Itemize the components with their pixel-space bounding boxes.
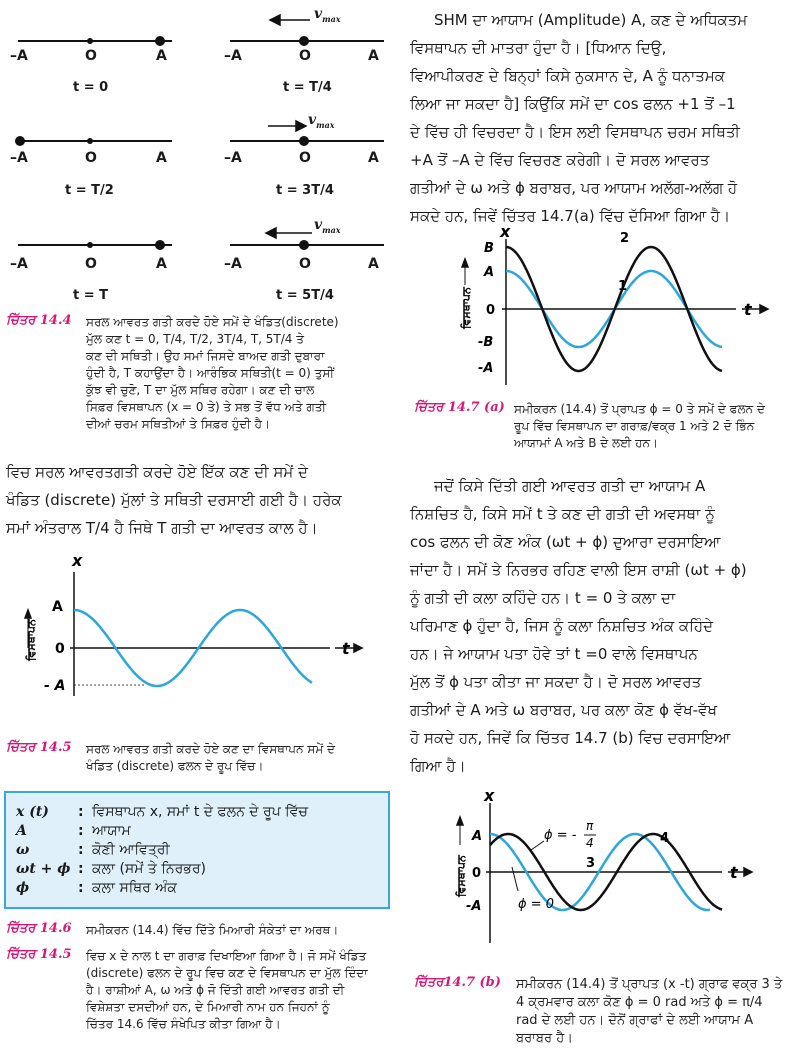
- x-axis-label: x: [500, 225, 511, 241]
- tick-0: 0: [486, 303, 496, 318]
- time-label: t = T: [73, 288, 109, 303]
- particle-dot: [15, 136, 25, 146]
- curve-label-2: 2: [620, 231, 630, 246]
- tick-neg-a: -A: [466, 899, 482, 914]
- paragraph-line: ਪਰਿਮਾਣ ϕ ਹੁੰਦਾ ਹੈ, ਜਿਸ ਨੂੰ ਕਲਾ ਨਿਸ਼ਚਿਤ ਅੰਕ ਕਹਿੰਦੇ: [410, 617, 714, 635]
- y-axis-label: ਵਿਸਥਾਪਨ: [455, 855, 468, 897]
- label-a: A: [368, 256, 379, 272]
- particle-dot: [299, 240, 309, 250]
- tick-0: 0: [55, 641, 65, 657]
- symbol-row: ωt + ϕ : ਕਲਾ (ਸਮੇਂ ਤੇ ਨਿਰਭਰ): [16, 861, 206, 877]
- paragraph-line: ਗਤੀਆਂ ਦੇ A ਅਤੇ ω ਬਰਾਬਰ, ਪਰ ਕਲਾ ਕੋਣ ϕ ਵੱਖ-ਵੱਖ: [410, 701, 717, 719]
- caption-text: [86, 948, 391, 1033]
- caption-title: ਚਿੱਤਰ14.7 (b): [414, 975, 501, 990]
- caption-line: (discrete) ਫਲਨ ਦੇ ਰੂਪ ਵਿਚ ਕਣ ਦੇ ਵਿਸਥਾਪਨ ਦਾ ਮੁੱਲ ਦਿੰਦਾ: [86, 966, 368, 980]
- paragraph-line: ਦੇ ਵਿੱਚ ਹੀ ਵਿਚਰਦਾ ਹੈ। ਇਸ ਲਈ ਵਿਸਥਾਪਨ ਚਰਮ ਸਥਿਤੀ: [410, 123, 740, 141]
- paragraph-line: ਗਿਆ ਹੈ।: [410, 757, 466, 775]
- caption-line: ਸਿਫ਼ਰ ਵਿਸਥਾਪਨ (x = 0 ਤੇ) ਤੇ ਸਭ ਤੋਂ ਵੱਧ ਅਤੇ ਗਤੀ: [86, 400, 327, 414]
- caption-line: ਹੈ। ਰਾਸ਼ੀਆਂ A, ω ਅਤੇ ϕ ਜੋ ਦਿੱਤੀ ਗਈ ਆਵਰਤ ਗਤੀ ਦੀ: [86, 983, 345, 997]
- symbol: ω: [16, 842, 30, 858]
- particle-dot: [155, 36, 165, 46]
- phi-zero-pointer: [512, 867, 518, 891]
- paragraph-line: ਖੰਡਿਤ (discrete) ਮੁੱਲਾਂ ਤੇ ਸਥਿਤੀ ਦਰਸਾਈ ਗਈ ਹੈ। ਹਰੇਕ: [6, 491, 342, 509]
- label-o: O: [299, 256, 311, 272]
- t-arrowhead-icon: [760, 305, 768, 313]
- time-label: t = T/2: [65, 183, 114, 198]
- label-a: A: [156, 150, 167, 166]
- label-neg-a: –A: [10, 48, 28, 64]
- caption-line: ਆਯਾਮਾਂ A ਅਤੇ B ਦੇ ਲਈ ਹਨ।: [514, 436, 659, 450]
- paragraph-line: ਵਿਆਪੀਕਰਣ ਦੇ ਬਿਨ੍ਹਾਂ ਕਿਸੇ ਨੁਕਸਾਨ ਦੇ, A ਨੂੰ ਧਨਾਤਮਕ: [410, 67, 725, 85]
- origin-dot: [87, 242, 93, 248]
- paragraph-line: ਲਿਆ ਜਾ ਸਕਦਾ ਹੈ] ਕਿਉਂਕਿ ਸਮੇਂ ਦਾ cos ਫਲਨ +1 ਤੋਂ –1: [410, 95, 736, 113]
- curve-label-3: 3: [586, 856, 596, 871]
- symbols-box: [4, 791, 390, 909]
- phi-zero-label: ϕ = 0: [518, 897, 555, 912]
- time-label: t = T/4: [283, 80, 332, 95]
- paragraph-line: ਮੁੱਲ ਤੋਂ ϕ ਪਤਾ ਕੀਤਾ ਜਾ ਸਕਦਾ ਹੈ। ਦੋ ਸਰਲ ਆਵਰਤ: [410, 673, 702, 691]
- paragraph-line: ਜਾਂਦਾ ਹੈ। ਸਮੇਂ ਤੇ ਨਿਰਭਰ ਰਹਿਣ ਵਾਲੀ ਇਸ ਰਾਸ਼ੀ (ωt + ϕ): [410, 561, 747, 579]
- caption-line: ਵਿਚ x ਦੇ ਨਾਲ t ਦਾ ਗਰਾਫ਼ ਦਿਖਾਇਆ ਗਿਆ ਹੈ। ਜੋ ਸਮੇਂ ਖੰਡਿਤ: [86, 949, 367, 963]
- tick-neg-a: - A: [44, 678, 66, 694]
- caption-title: ਚਿੱਤਰ 14.7 (a): [414, 400, 505, 415]
- symbol: x (t): [16, 804, 49, 820]
- caption-line: rad ਦੇ ਲਈ ਹਨ। ਦੋਨੋਂ ਗ੍ਰਾਫਾਂ ਦੇ ਲਈ ਆਯਾਮ A: [516, 1013, 754, 1028]
- caption-line: ਰੂਪ ਵਿੱਚ ਵਿਸਥਾਪਨ ਦਾ ਗਰਾਫ਼/ਵਕ੍ਰ 1 ਅਤੇ 2 ਦੋ ਭਿੰਨ: [514, 419, 755, 433]
- right-paragraph-1: [410, 6, 796, 230]
- paragraph-line: SHM ਦਾ ਆਯਾਮ (Amplitude) A, ਕਣ ਦੇ ਅਧਿਕਤਮ: [434, 11, 748, 29]
- x-axis-label: x: [484, 786, 495, 805]
- left-paragraph: [6, 458, 390, 542]
- symbol-desc: ਕੋਣੀ ਆਵਿਤ੍ਰੀ: [92, 842, 170, 858]
- label-o: O: [85, 256, 97, 272]
- fig14-5-graph: [0, 548, 400, 728]
- symbol: A: [16, 823, 27, 839]
- caption-text: [86, 314, 391, 433]
- label-o: O: [299, 48, 311, 64]
- label-neg-a: –A: [10, 256, 28, 272]
- y-axis-label: ਵਿਸਥਾਪਨ: [460, 287, 473, 329]
- particle-dot: [299, 136, 309, 146]
- caption-title: ਚਿੱਤਰ 14.5: [6, 947, 72, 962]
- caption-text: [516, 976, 798, 1048]
- right-paragraph-2: [410, 472, 796, 780]
- caption-line: ਸਮੀਕਰਨ (14.4) ਤੋਂ ਪ੍ਰਾਪਤ (x -t) ਗ੍ਰਾਫ ਵਕ੍ਰ 3 ਤੇ: [516, 977, 783, 992]
- y-axis-label: ਵਿਸਥਾਪਨ: [25, 619, 38, 661]
- label-o: O: [299, 150, 311, 166]
- caption-title: ਚਿੱਤਰ 14.4: [6, 313, 72, 328]
- fig14-4-diagram: [0, 0, 400, 305]
- label-neg-a: –A: [10, 150, 28, 166]
- time-label: t = 5T/4: [276, 288, 334, 303]
- tick-neg-a: -A: [478, 361, 494, 376]
- origin-dot: [87, 38, 93, 44]
- paragraph-line: ਵਿਸਥਾਪਨ ਦੀ ਮਾਤਰਾ ਹੁੰਦਾ ਹੈ। [ਧਿਆਨ ਦਿਉ,: [410, 39, 667, 57]
- t-axis-label: t: [744, 300, 752, 319]
- tick-a: A: [484, 265, 495, 280]
- caption-line: ਕਣ ਦੀ ਸਥਿਤੀ। ਉਹ ਸਮਾਂ ਜਿਸਦੇ ਬਾਅਦ ਗਤੀ ਦੁਬਾਰਾ: [86, 349, 325, 363]
- particle-dot: [299, 36, 309, 46]
- caption-text: [514, 401, 798, 452]
- caption-line: ਮੁੱਲ ਕਣ t = 0, T/4, T/2, 3T/4, T, 5T/4 ਤੇ: [86, 332, 304, 346]
- vmax-label: $v_{max}$: [314, 6, 341, 24]
- tick-b: B: [484, 241, 494, 256]
- symbol-desc: ਕਲਾ ਸਥਿਰ ਅੰਕ: [92, 880, 177, 896]
- paragraph-line: ਸਕਦੇ ਹਨ, ਜਿਵੇਂ ਚਿੱਤਰ 14.7(a) ਵਿੱਚ ਦੱਸਿਆ ਗਿਆ ਹੈ।: [410, 207, 731, 225]
- caption-title: ਚਿੱਤਰ 14.6: [6, 921, 72, 936]
- caption-line: ਬਰਾਬਰ ਹੈ।: [516, 1031, 573, 1046]
- symbol-desc: ਕਲਾ (ਸਮੇਂ ਤੇ ਨਿਰਭਰ): [92, 861, 206, 877]
- paragraph-line: ਨਿਸ਼ਚਿਤ ਹੈ, ਕਿਸੇ ਸਮੇਂ t ਤੇ ਕਣ ਦੀ ਗਤੀ ਦੀ ਅਵਸਥਾ ਨੂੰ: [410, 505, 715, 523]
- fig14-7a-graph: [410, 225, 800, 395]
- curve-label-4: 4: [660, 831, 670, 846]
- phi-neg-pointer: [531, 841, 544, 850]
- paragraph-line: ਹਨ। ਜੇ ਆਯਾਮ ਪਤਾ ਹੋਵੇ ਤਾਂ t =0 ਵਾਲੇ ਵਿਸਥਾਪਨ: [410, 645, 698, 663]
- t-arrowhead-icon: [744, 868, 752, 876]
- phi-neg-pi: π: [586, 819, 594, 833]
- label-o: O: [85, 48, 97, 64]
- caption-line: ਸਮੀਕਰਨ (14.4) ਤੋਂ ਪ੍ਰਾਪਤ ϕ = 0 ਤੇ ਸਮੇਂ ਦੇ ਫਲਨ ਦੇ: [514, 402, 765, 416]
- symbol-desc: ਵਿਸਥਾਪਨ x, ਸਮਾਂ t ਦੇ ਫਲਨ ਦੇ ਰੂਪ ਵਿੱਚ: [92, 804, 308, 820]
- caption-line: ਵਿਸ਼ੇਸ਼ਤਾ ਦਸਦੀਆਂ ਹਨ, ਦੇ ਮਿਆਰੀ ਨਾਮ ਹਨ ਜਿਹਨਾਂ ਨੂੰ: [86, 1000, 330, 1014]
- vmax-label: $v_{max}$: [308, 112, 335, 130]
- label-a: A: [156, 256, 167, 272]
- tick-0: 0: [472, 866, 482, 881]
- paragraph-line: ਗਤੀਆਂ ਦੇ ω ਅਤੇ ϕ ਬਰਾਬਰ, ਪਰ ਆਯਾਮ ਅਲੱਗ-ਅਲੱਗ ਹੋ: [410, 179, 738, 197]
- label-a: A: [368, 48, 379, 64]
- label-neg-a: –A: [224, 150, 242, 166]
- time-label: t = 0: [73, 80, 109, 95]
- symbol-row: x (t) : ਵਿਸਥਾਪਨ x, ਸਮਾਂ t ਦੇ ਫਲਨ ਦੇ ਰੂਪ ਵਿੱਚ: [16, 804, 308, 820]
- symbol: ϕ: [16, 880, 30, 896]
- caption-line: ਦੀਆਂ ਚਰਮ ਸਥਿਤੀਆਂ ਤੇ ਸਿਫ਼ਰ ਹੁੰਦੀ ਹੈ।: [86, 417, 271, 431]
- paragraph-line: ਨੂੰ ਗਤੀ ਦੀ ਕਲਾ ਕਹਿੰਦੇ ਹਨ। t = 0 ਤੇ ਕਲਾ ਦਾ: [410, 589, 676, 607]
- caption-title: ਚਿੱਤਰ 14.5: [6, 740, 72, 755]
- time-label: t = 3T/4: [276, 183, 334, 198]
- paragraph-line: ਵਿਚ ਸਰਲ ਆਵਰਤਗਤੀ ਕਰਦੇ ਹੋਏ ਇੱਕ ਕਣ ਦੀ ਸਮੇਂ ਦੇ: [6, 463, 308, 481]
- caption-line: ਸਰਲ ਆਵਰਤ ਗਤੀ ਕਰਦੇ ਹੋਏ ਕਣ ਦਾ ਵਿਸਥਾਪਨ ਸਮੇਂ ਦੇ: [86, 742, 335, 756]
- caption-text: [86, 741, 391, 775]
- phi-neg-label: ϕ = -: [544, 828, 577, 843]
- caption-line: ਹੁੰਦੀ ਹੈ, T ਕਹਾਉਂਦਾ ਹੈ। ਆਰੰਭਿਕ ਸਥਿਤੀ(t = 0) ਤੁਸੀਂ: [86, 366, 334, 380]
- caption-line: ਕੁੱਝ ਵੀ ਚੁਣੋ, T ਦਾ ਮੁੱਲ ਸਥਿਰ ਰਹੇਗਾ। ਕਣ ਦੀ ਚਾਲ: [86, 383, 315, 397]
- caption-line: 4 ਕ੍ਰਮਵਾਰ ਕਲਾ ਕੋਣ ϕ = 0 rad ਅਤੇ ϕ = π/4: [516, 995, 763, 1010]
- symbol-desc: ਆਯਾਮ: [92, 823, 131, 839]
- label-neg-a: –A: [224, 48, 242, 64]
- particle-dot: [155, 240, 165, 250]
- label-a: A: [156, 48, 167, 64]
- y-label-arrowhead-icon: [462, 259, 468, 267]
- paragraph-line: +A ਤੋਂ –A ਦੇ ਵਿੱਚ ਵਿਚਰਣ ਕਰੇਗੀ। ਦੋ ਸਰਲ ਆਵਰਤ: [410, 151, 710, 169]
- y-label-arrowhead-icon: [25, 610, 31, 618]
- arrowhead-left-icon: [266, 228, 276, 238]
- symbol-row: ω : ਕੋਣੀ ਆਵਿਤ੍ਰੀ: [16, 842, 170, 858]
- label-o: O: [85, 150, 97, 166]
- x-axis-label: x: [72, 551, 83, 570]
- t-axis-label: t: [730, 863, 738, 882]
- caption-line: ਖੰਡਿਤ (discrete) ਫਲਨ ਦੇ ਰੂਪ ਵਿੱਚ।: [86, 759, 264, 773]
- label-a: A: [368, 150, 379, 166]
- caption-line: ਸਰਲ ਆਵਰਤ ਗਤੀ ਕਰਦੇ ਹੋਏ ਸਮੇਂ ਦੇ ਖੰਡਿਤ(discrete): [86, 315, 339, 329]
- tick-a: A: [472, 829, 483, 844]
- symbol: ωt + ϕ: [16, 861, 71, 877]
- paragraph-line: ਸਮਾਂ ਅੰਤਰਾਲ T/4 ਹੈ ਜਿਥੇ T ਗਤੀ ਦਾ ਆਵਰਤ ਕਾਲ ਹੈ।: [6, 519, 318, 537]
- paragraph-line: ਜਦੋਂ ਕਿਸੇ ਦਿੱਤੀ ਗਈ ਆਵਰਤ ਗਤੀ ਦਾ ਆਯਾਮ A: [434, 477, 706, 495]
- y-label-arrowhead-icon: [457, 817, 463, 825]
- tick-neg-b: -B: [478, 335, 494, 350]
- t-axis-label: t: [342, 639, 350, 658]
- fig14-7b-graph: [410, 785, 800, 955]
- tick-a: A: [52, 599, 63, 615]
- t-arrowhead-icon: [354, 644, 362, 652]
- phi-neg-denominator: 4: [586, 836, 594, 850]
- vmax-label: $v_{max}$: [314, 217, 341, 235]
- caption-text: ਸਮੀਕਰਨ (14.4) ਵਿੱਚ ਦਿੱਤੇ ਮਿਆਰੀ ਸੰਕੇਤਾਂ ਦਾ ਅਰਥ।: [86, 923, 339, 937]
- symbol-row: A : ਆਯਾਮ: [16, 823, 131, 839]
- arrowhead-left-icon: [270, 15, 280, 25]
- paragraph-line: ਹੋ ਸਕਦੇ ਹਨ, ਜਿਵੇਂ ਕਿ ਚਿੱਤਰ 14.7 (b) ਵਿਚ ਦਰਸਾਇਆ: [410, 729, 731, 747]
- curve-label-1: 1: [618, 279, 628, 294]
- origin-dot: [87, 138, 93, 144]
- arrowhead-right-icon: [296, 121, 306, 131]
- caption-line: ਚਿੱਤਰ 14.6 ਵਿੱਚ ਸੰਖੇਪਿਤ ਕੀਤਾ ਗਿਆ ਹੈ।: [86, 1017, 281, 1031]
- symbol-row: ϕ : ਕਲਾ ਸਥਿਰ ਅੰਕ: [16, 880, 177, 896]
- paragraph-line: cos ਫਲਨ ਦੀ ਕੋਣ ਅੰਕ (ωt + ϕ) ਦੁਆਰਾ ਦਰਸਾਇਆ: [410, 533, 721, 551]
- label-neg-a: –A: [224, 256, 242, 272]
